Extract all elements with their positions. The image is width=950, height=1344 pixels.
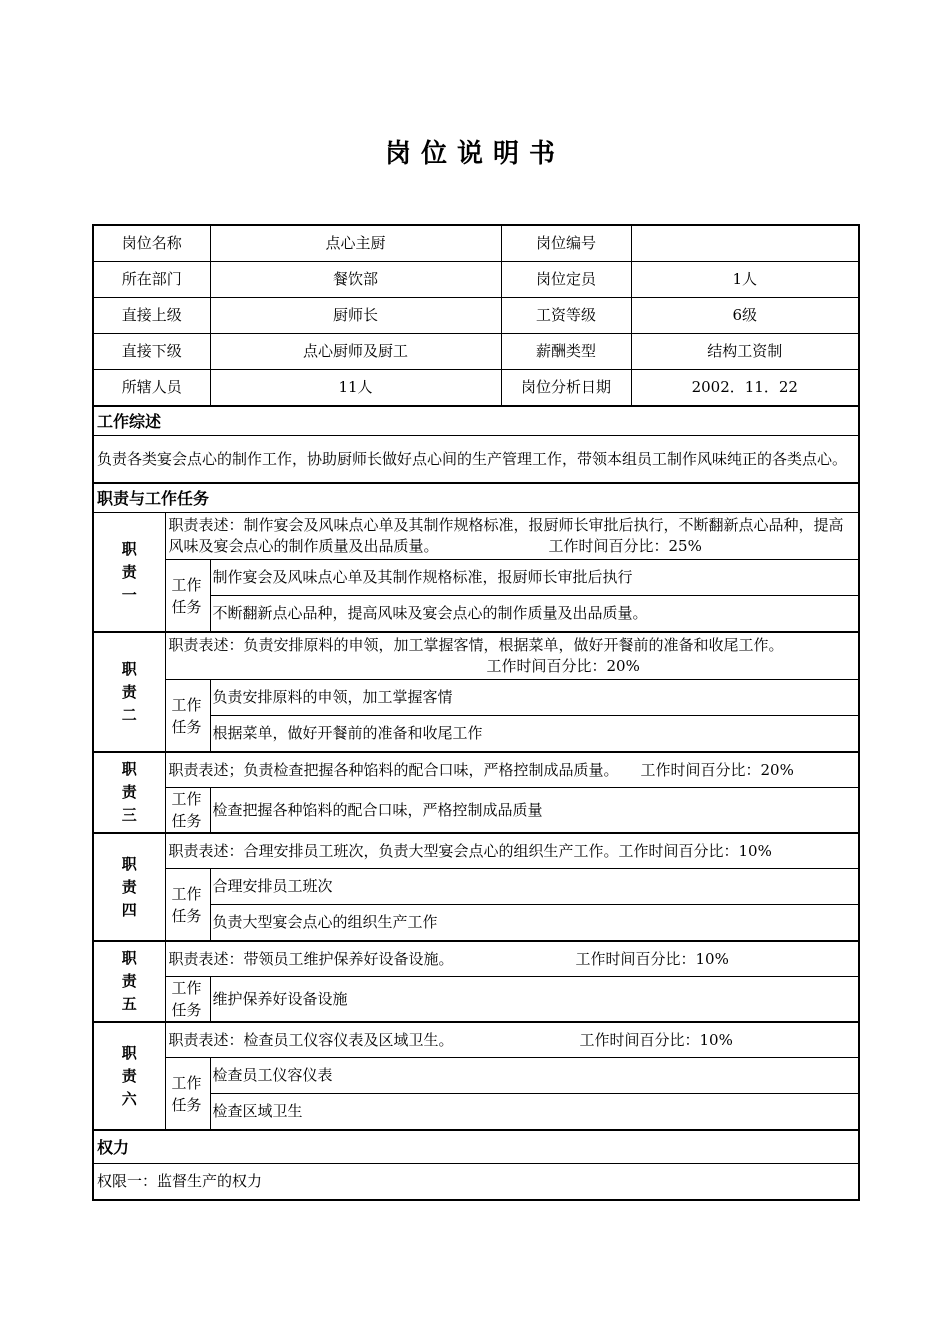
duty-description: 职责表述：制作宴会及风味点心单及其制作规格标准，报厨师长审批后执行，不断翻新点心品种，提高风味及宴会点心的制作质量及出品质量。 工作时间百分比：25% <box>165 513 859 560</box>
duty-label: 职 责 五 <box>93 941 165 1022</box>
duty-description: 职责表述；负责检查把握各种馅料的配合口味，严格控制成品质量。 工作时间百分比：20% <box>165 752 859 788</box>
duty-description: 职责表述：合理安排员工班次，负责大型宴会点心的组织生产工作。工作时间百分比：10% <box>165 833 859 869</box>
info-value <box>631 225 859 262</box>
duty-description: 职责表述：负责安排原料的申领，加工掌握客情，根据菜单，做好开餐前的准备和收尾工作。 工作时间百分比：20% <box>165 632 859 680</box>
summary-text: 负责各类宴会点心的制作工作，协助厨师长做好点心间的生产管理工作，带领本组员工制作风味纯正的各类点心。 <box>93 436 859 484</box>
section-header-row <box>93 483 859 513</box>
task-label: 工作 任务 <box>165 977 210 1023</box>
info-label: 直接下级 <box>93 334 210 370</box>
info-value: 6级 <box>631 298 859 334</box>
info-label: 薪酬类型 <box>501 334 631 370</box>
info-value: 结构工资制 <box>631 334 859 370</box>
duty-task-row <box>93 1058 859 1094</box>
duty-task-row <box>93 869 859 905</box>
duty-time-percent: 工作时间百分比：25% <box>548 537 702 555</box>
duty-desc-row <box>93 833 859 869</box>
duty-task-row <box>93 680 859 716</box>
info-value: 点心主厨 <box>210 225 501 262</box>
duty-desc-row <box>93 752 859 788</box>
info-row <box>93 262 859 298</box>
duty-desc-row <box>93 941 859 977</box>
task-label: 工作 任务 <box>165 1058 210 1131</box>
power-heading: 权力 <box>93 1130 859 1164</box>
task-text: 不断翻新点心品种，提高风味及宴会点心的制作质量及出品质量。 <box>210 596 859 633</box>
duty-description: 职责表述：带领员工维护保养好设备设施。 工作时间百分比：10% <box>165 941 859 977</box>
info-label: 岗位分析日期 <box>501 370 631 407</box>
task-text: 维护保养好设备设施 <box>210 977 859 1023</box>
duty-desc-row <box>93 1022 859 1058</box>
duty-time-percent: 工作时间百分比：10% <box>575 949 729 968</box>
info-label: 岗位定员 <box>501 262 631 298</box>
info-row <box>93 370 859 407</box>
info-label: 所辖人员 <box>93 370 210 407</box>
info-label: 直接上级 <box>93 298 210 334</box>
power-row <box>93 1164 859 1201</box>
info-value: 餐饮部 <box>210 262 501 298</box>
duty-label: 职 责 六 <box>93 1022 165 1130</box>
duty-time-percent: 工作时间百分比：10% <box>618 841 772 860</box>
summary-row <box>93 436 859 484</box>
duty-label: 职 责 三 <box>93 752 165 833</box>
duty-time-percent: 工作时间百分比：20% <box>640 760 794 779</box>
task-text: 检查把握各种馅料的配合口味，严格控制成品质量 <box>210 788 859 834</box>
info-label: 工资等级 <box>501 298 631 334</box>
duty-task-row <box>93 560 859 596</box>
summary-heading: 工作综述 <box>93 406 859 436</box>
duty-label: 职 责 二 <box>93 632 165 752</box>
duties-heading: 职责与工作任务 <box>93 483 859 513</box>
duty-desc-row <box>93 513 859 560</box>
duty-time-percent: 工作时间百分比：10% <box>579 1030 733 1049</box>
duty-label: 职 责 一 <box>93 513 165 633</box>
task-label: 工作 任务 <box>165 788 210 834</box>
task-text: 负责安排原料的申领，加工掌握客情 <box>210 680 859 716</box>
task-text: 检查员工仪容仪表 <box>210 1058 859 1094</box>
section-header-row <box>93 1130 859 1164</box>
duty-desc-row <box>93 632 859 680</box>
info-label: 岗位名称 <box>93 225 210 262</box>
task-text: 合理安排员工班次 <box>210 869 859 905</box>
duty-label: 职 责 四 <box>93 833 165 941</box>
page-title: 岗位说明书 <box>384 139 565 169</box>
info-value: 1人 <box>631 262 859 298</box>
info-row <box>93 298 859 334</box>
job-description-table <box>92 224 860 1201</box>
info-label: 所在部门 <box>93 262 210 298</box>
task-label: 工作 任务 <box>165 560 210 633</box>
info-row <box>93 225 859 262</box>
section-header-row <box>93 406 859 436</box>
info-value: 11人 <box>210 370 501 407</box>
info-label: 岗位编号 <box>501 225 631 262</box>
duty-task-row <box>93 977 859 1023</box>
duty-description: 职责表述：检查员工仪容仪表及区域卫生。 工作时间百分比：10% <box>165 1022 859 1058</box>
duty-task-row <box>93 788 859 834</box>
task-text: 负责大型宴会点心的组织生产工作 <box>210 905 859 942</box>
info-value: 点心厨师及厨工 <box>210 334 501 370</box>
duty-time-percent: 工作时间百分比：20% <box>486 657 640 675</box>
task-label: 工作 任务 <box>165 869 210 942</box>
task-text: 检查区域卫生 <box>210 1094 859 1131</box>
task-label: 工作 任务 <box>165 680 210 753</box>
power-item: 权限一：监督生产的权力 <box>93 1164 859 1201</box>
info-row <box>93 334 859 370</box>
task-text: 根据菜单，做好开餐前的准备和收尾工作 <box>210 716 859 753</box>
info-value: 厨师长 <box>210 298 501 334</box>
info-value: 2002．11．22 <box>631 370 859 407</box>
task-text: 制作宴会及风味点心单及其制作规格标准，报厨师长审批后执行 <box>210 560 859 596</box>
